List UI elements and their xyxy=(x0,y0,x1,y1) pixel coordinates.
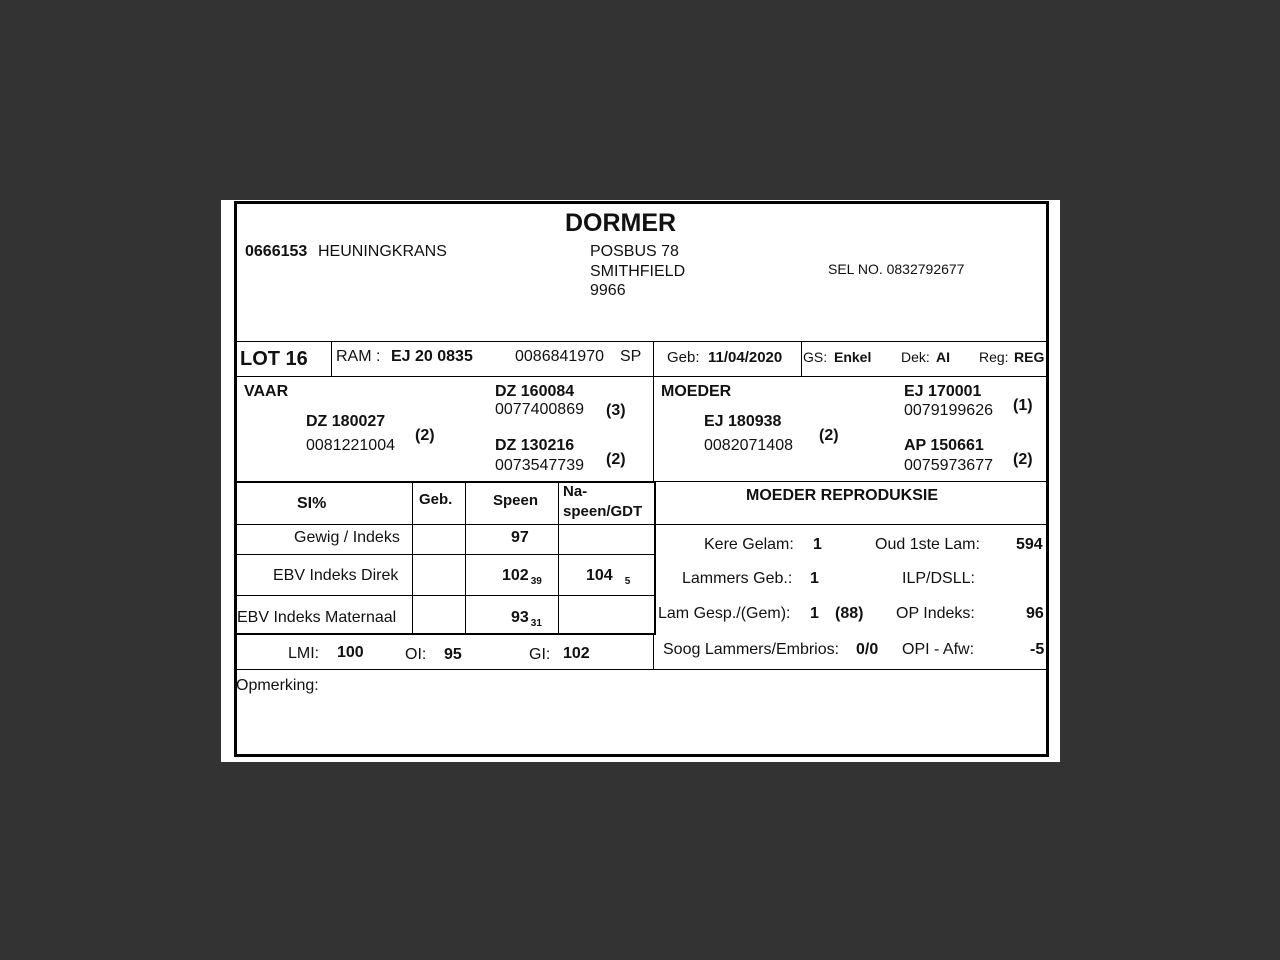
birth-date: 11/04/2020 xyxy=(708,349,783,366)
footer-note-cutoff xyxy=(275,757,1020,763)
divider xyxy=(801,341,802,376)
op-index-label: OP Indeks: xyxy=(896,605,975,622)
breed-title: DORMER xyxy=(565,209,677,237)
accuracy-value: 39 xyxy=(530,576,542,587)
sire-sire-id: DZ 160084 xyxy=(495,383,575,400)
mating-label: Dek: xyxy=(901,349,930,365)
address-line-1: POSBUS 78 xyxy=(590,243,679,260)
phone-number: SEL NO. 0832792677 xyxy=(828,261,965,277)
farm-name: HEUNINGKRANS xyxy=(318,243,447,260)
gi-label: GI: xyxy=(529,646,551,663)
dam-dam-rank: (2) xyxy=(1013,451,1033,468)
op-index-value: 96 xyxy=(1026,605,1044,622)
sire-number: 0081221004 xyxy=(306,437,395,454)
dam-number: 0082071408 xyxy=(704,437,793,454)
birth-date-label: Geb: xyxy=(667,349,700,366)
ilp-label: ILP/DSLL: xyxy=(902,570,975,587)
opi-value: -5 xyxy=(1030,641,1045,658)
remarks-label: Opmerking: xyxy=(236,677,319,694)
speen-value: 93 $_{31}$ xyxy=(511,609,542,629)
address-line-3: 9966 xyxy=(590,282,626,299)
divider xyxy=(237,376,1049,377)
speen-value: 97 xyxy=(511,529,529,546)
birth-status-label: GS: xyxy=(803,349,828,365)
lot-card xyxy=(234,201,1049,757)
divider xyxy=(558,481,559,635)
divider xyxy=(465,481,466,635)
naspeen-value: 104 $_5$ xyxy=(586,567,631,587)
divider xyxy=(237,341,1049,342)
divider xyxy=(331,341,332,376)
reproduction-title: MOEDER REPRODUKSIE xyxy=(746,487,939,504)
accuracy-value: 31 xyxy=(530,618,542,629)
divider xyxy=(653,341,654,482)
divider xyxy=(656,481,1049,482)
kere-value: 1 xyxy=(813,536,822,553)
soog-value: 0/0 xyxy=(856,641,879,658)
lamgesp-value: 1 xyxy=(810,605,819,622)
divider xyxy=(237,554,654,555)
divider xyxy=(653,635,654,669)
divider xyxy=(237,669,1049,670)
sire-dam-id: DZ 130216 xyxy=(495,437,575,454)
ram-grade: SP xyxy=(620,348,642,365)
sire-label: VAAR xyxy=(244,383,289,400)
registration-status: REG xyxy=(1014,349,1045,365)
lammers-label: Lammers Geb.: xyxy=(682,570,793,587)
opi-label: OPI - Afw: xyxy=(902,641,975,658)
kere-label: Kere Gelam: xyxy=(704,536,794,553)
member-number: 0666153 xyxy=(245,243,308,260)
oud-label: Oud 1ste Lam: xyxy=(875,536,980,553)
sire-id: DZ 180027 xyxy=(306,413,386,430)
dam-sire-number: 0079199626 xyxy=(904,402,993,419)
lmi-value: 100 xyxy=(337,644,364,661)
speen-header: Speen xyxy=(493,492,539,509)
sire-dam-rank: (2) xyxy=(606,451,626,468)
soog-label: Soog Lammers/Embrios: xyxy=(663,641,840,658)
registration-label: Reg: xyxy=(979,349,1009,365)
oud-value: 594 xyxy=(1016,536,1043,553)
lamgesp-label: Lam Gesp./(Gem): xyxy=(658,605,791,622)
dam-label: MOEDER xyxy=(661,383,732,400)
row-label-ebv-maternaal: EBV Indeks Maternaal xyxy=(237,609,397,626)
ram-registration-number: 0086841970 xyxy=(515,348,604,365)
divider xyxy=(412,481,413,635)
dam-dam-id: AP 150661 xyxy=(904,437,984,454)
sire-dam-number: 0073547739 xyxy=(495,457,584,474)
divider xyxy=(237,595,654,596)
naspeen-header: Na- speen/GDT xyxy=(563,483,643,520)
dam-rank: (2) xyxy=(819,427,839,444)
geb-header: Geb. xyxy=(419,491,453,508)
lot-number: LOT 16 xyxy=(240,348,308,370)
dam-id: EJ 180938 xyxy=(704,413,782,430)
speen-value: 102 $_{39}$ xyxy=(502,567,542,587)
lamgesp-average: (88) xyxy=(835,605,864,622)
sire-sire-rank: (3) xyxy=(606,402,626,419)
dam-sire-rank: (1) xyxy=(1013,397,1033,414)
lammers-value: 1 xyxy=(810,570,819,587)
sire-sire-number: 0077400869 xyxy=(495,401,584,418)
address-line-2: SMITHFIELD xyxy=(590,263,686,280)
sire-rank: (2) xyxy=(415,427,435,444)
birth-status: Enkel xyxy=(834,349,872,365)
accuracy-value: 5 xyxy=(624,576,631,587)
lmi-label: LMI: xyxy=(288,645,320,662)
divider xyxy=(237,524,1049,525)
ram-id: EJ 20 0835 xyxy=(391,348,473,365)
row-label-gewig: Gewig / Indeks xyxy=(294,529,400,546)
mating-type: AI xyxy=(936,349,950,365)
dam-dam-number: 0075973677 xyxy=(904,457,993,474)
oi-value: 95 xyxy=(444,646,462,663)
row-label-ebv-direk: EBV Indeks Direk xyxy=(273,567,399,584)
oi-label: OI: xyxy=(405,646,427,663)
gi-value: 102 xyxy=(563,645,590,662)
dam-sire-id: EJ 170001 xyxy=(904,383,982,400)
si-header: SI% xyxy=(297,495,327,512)
ram-label: RAM : xyxy=(336,348,381,365)
